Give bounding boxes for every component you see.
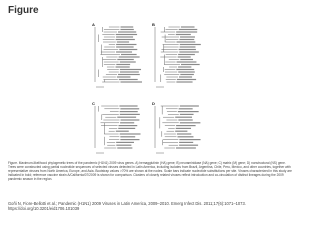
tree-tip-label	[116, 44, 136, 45]
tree-tip-label	[120, 139, 139, 140]
tree-tip-label	[176, 147, 196, 148]
tree-tip-label	[179, 145, 198, 146]
tree-tip-label	[178, 56, 191, 57]
tree-tip-label	[120, 114, 140, 115]
tree-svg-a	[92, 21, 147, 90]
tree-tip-label	[120, 61, 136, 62]
tree-svg-c	[92, 100, 147, 156]
panel-letter-d: D	[152, 101, 155, 106]
tree-tip-label	[115, 66, 129, 67]
tree-svg-d	[152, 100, 207, 156]
tree-tip-label	[116, 64, 130, 65]
tree-panel-c	[92, 100, 147, 156]
tree-tip-label	[180, 59, 193, 60]
tree-tip-label	[177, 133, 191, 134]
tree-tip-label	[178, 66, 191, 67]
tree-tip-label	[120, 136, 135, 137]
tree-tip-label	[116, 46, 134, 47]
tree-tip-label	[118, 128, 135, 129]
tree-tip-label	[179, 51, 199, 52]
tree-tip-label	[177, 61, 197, 62]
tree-tip-label	[116, 131, 129, 132]
tree-tip-label	[116, 145, 131, 146]
tree-tip-label	[120, 111, 138, 112]
tree-tip-label	[177, 41, 196, 42]
tree-tip-label	[120, 108, 139, 109]
tree-tip-label	[180, 114, 194, 115]
tree-tip-label	[117, 76, 131, 77]
tree-panel-d	[152, 100, 207, 156]
tree-svg-b	[152, 21, 207, 90]
tree-tip-label	[120, 81, 142, 82]
tree-tip-label	[181, 26, 195, 27]
tree-tip-label	[176, 128, 191, 129]
tree-tip-label	[178, 71, 195, 72]
tree-tip-label	[121, 26, 134, 27]
tree-panel-a	[92, 21, 147, 90]
tree-tip-label	[116, 36, 133, 37]
tree-tip-label	[119, 125, 138, 126]
tree-tip-label	[116, 51, 132, 52]
tree-tip-label	[179, 49, 196, 50]
tree-tip-label	[118, 74, 140, 75]
tree-tip-label	[120, 122, 134, 123]
tree-tip-label	[175, 131, 187, 132]
tree-tip-label	[178, 54, 195, 55]
tree-tip-label	[180, 36, 195, 37]
tree-tip-label	[117, 117, 136, 118]
tree-tip-label	[179, 76, 192, 77]
tree-tip-label	[179, 39, 194, 40]
tree-tip-label	[175, 117, 192, 118]
tree-tip-label	[176, 31, 197, 32]
tree-tip-label	[177, 136, 193, 137]
tree-tip-label	[116, 34, 137, 35]
tree-tip-label	[120, 29, 133, 30]
tree-tip-label	[180, 74, 194, 75]
tree-tip-label	[179, 139, 200, 140]
tree-tip-label	[178, 111, 199, 112]
tree-tip-label	[121, 119, 140, 120]
tree-tip-label	[176, 125, 195, 126]
tree-tip-label	[176, 69, 194, 70]
tree-tip-label	[119, 49, 137, 50]
tree-panel-b	[152, 21, 207, 90]
tree-tip-label	[117, 59, 133, 60]
panel-letter-b: B	[152, 22, 155, 27]
tree-tip-label	[177, 79, 196, 80]
tree-tip-label	[180, 122, 201, 123]
tree-tip-label	[181, 64, 200, 65]
panel-letter-a: A	[92, 22, 95, 27]
tree-tip-label	[116, 39, 135, 40]
tree-tip-label	[120, 71, 139, 72]
page-title: Figure	[8, 5, 39, 16]
tree-tip-label	[120, 133, 141, 134]
panel-letter-c: C	[92, 101, 95, 106]
tree-tip-label	[119, 105, 137, 106]
tree-tip-label	[119, 79, 138, 80]
tree-tip-label	[179, 142, 193, 143]
tree-tip-label	[180, 105, 199, 106]
tree-tip-label	[121, 54, 137, 55]
tree-tip-label	[176, 34, 191, 35]
tree-tip-label	[116, 142, 134, 143]
tree-tip-label	[119, 56, 140, 57]
tree-tip-label	[120, 69, 141, 70]
tree-tip-label	[176, 81, 192, 82]
tree-tip-label	[180, 44, 201, 45]
tree-tip-label	[180, 46, 196, 47]
figure-citation: Goñi N, Fiore-Bellotti et al.; Pandemic (H1N1) 2009 Viruses in Latin America, 2009–2010. Emerg Infect Dis. 2011;17(6):1071–1073. https://doi.org/10.3201/eid1706.101039	[8, 201, 246, 212]
tree-tip-label	[118, 31, 136, 32]
tree-tip-label	[179, 29, 198, 30]
tree-tip-label	[179, 108, 193, 109]
tree-tip-label	[178, 119, 192, 120]
tree-tip-label	[117, 41, 129, 42]
figure-caption: Figure. Maximum-likelihood phylogenetic trees of the pandemic (H1N1) 2009 virus genes. A) hemagglutinin (HA) gene; B) neuraminidase (NA) gene; C) matrix (M) gene; D) nonstructural (NS) gene. Trees were constructed using partial nucleotide sequences of selected viruses detected in Latin America, including isolates from Brazil, Argentina, Chile, Peru, Mexico, and other countries, together with representative viruses from North America, Europe, and Asia. Bootstrap values >70% are shown at the nodes. Scale bars indicate nucleotide substitutions per site. Viruses characterized in this study are indicated in bold; reference vaccine strain A/California/07/2009 is shown for comparison. Clusters of closely related viruses reflect introduction and co-circulation of distinct lineages during the 2009 pandemic season in the region.	[8, 161, 292, 182]
tree-tip-label	[117, 147, 132, 148]
